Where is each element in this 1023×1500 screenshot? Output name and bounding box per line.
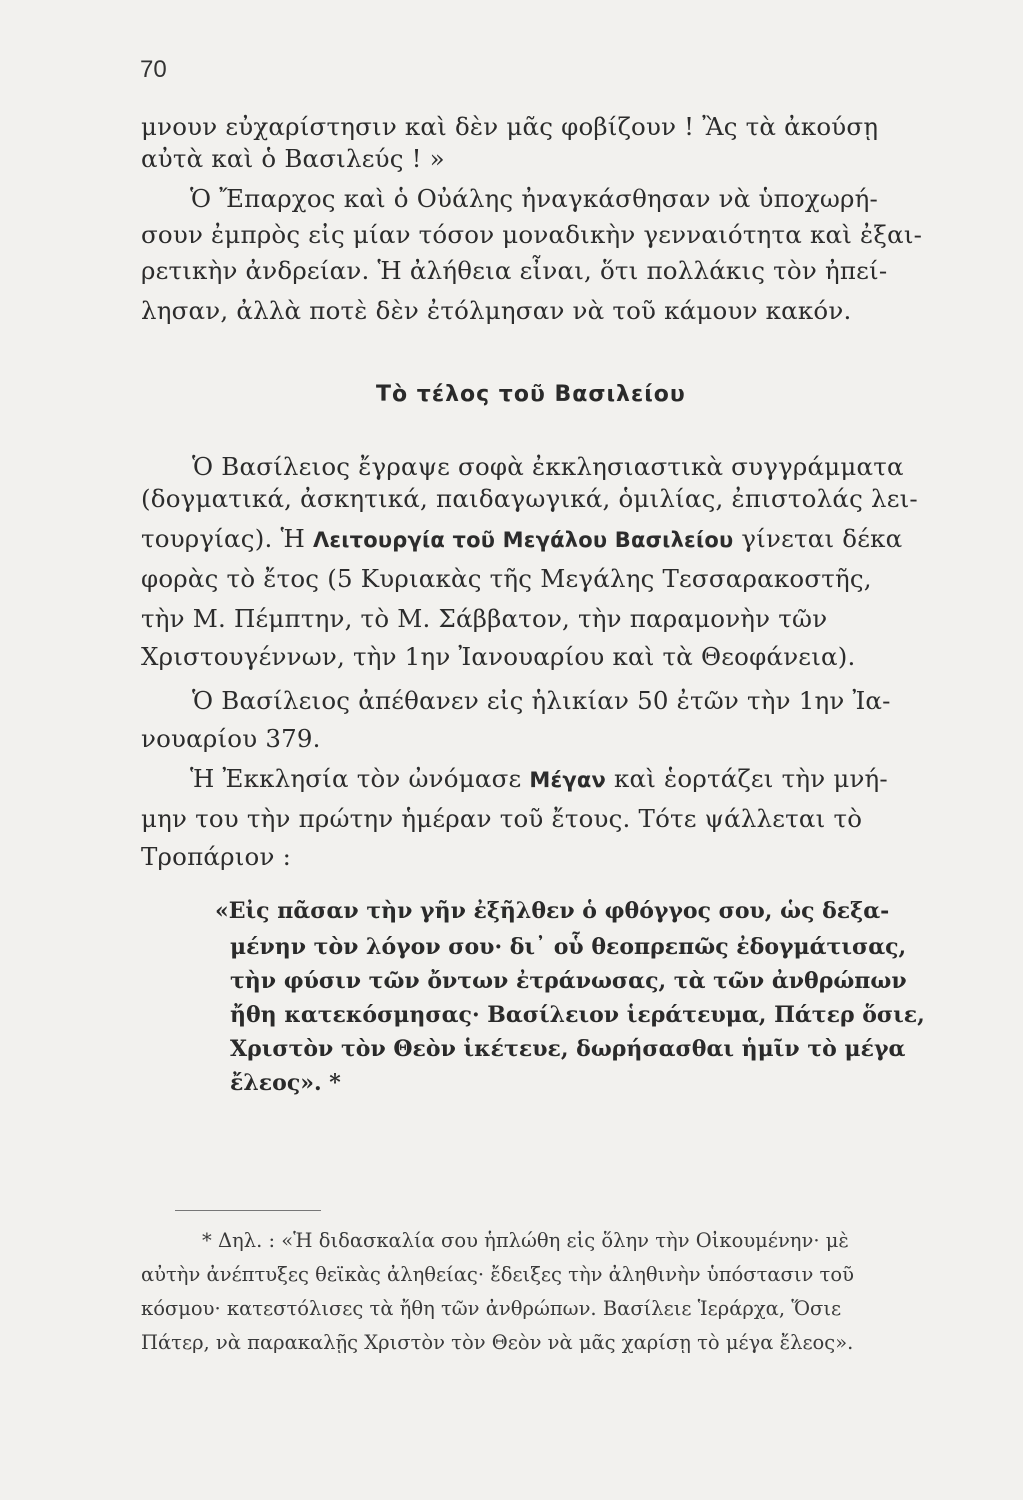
body-line: φορὰς τὸ ἔτος (5 Κυριακὰς τῆς Μεγάλης Τεσσαρακοστῆς, xyxy=(141,564,872,593)
footnote-divider xyxy=(175,1210,321,1211)
body-line: σουν ἐμπρὸς εἰς μίαν τόσον μοναδικὴν γενναιότητα καὶ ἐξαι- xyxy=(141,220,923,249)
body-line: νουαρίου 379. xyxy=(141,724,321,753)
page-number: 70 xyxy=(140,56,167,83)
footnote-line: * Δηλ. : «Ἡ διδασκαλία σου ἡπλώθη εἰς ὅλην τὴν Οἰκουμένην· μὲ xyxy=(202,1229,849,1252)
text-run: Ἡ Ἐκκλησία τὸν ὠνόμασε xyxy=(190,764,530,793)
text-run: καὶ ἑορτάζει τὴν μνή- xyxy=(606,764,888,793)
body-line: λησαν, ἀλλὰ ποτὲ δὲν ἐτόλμησαν νὰ τοῦ κάμουν κακόν. xyxy=(141,296,852,325)
body-line: (δογματικά, ἀσκητικά, παιδαγωγικά, ὁμιλίας, ἐπιστολάς λει- xyxy=(141,484,918,513)
troparion-line: μένην τὸν λόγον σου· δι᾽ οὗ θεοπρεπῶς ἐδογμάτισας, xyxy=(230,934,907,960)
body-line: τὴν Μ. Πέμπτην, τὸ Μ. Σάββατον, τὴν παραμονὴν τῶν xyxy=(141,604,828,633)
body-line: μνουν εὐχαρίστησιν καὶ δὲν μᾶς φοβίζουν ! Ἂς τὰ ἀκούσῃ xyxy=(141,112,879,141)
body-line: Ὁ Βασίλειος ἀπέθανεν εἰς ἡλικίαν 50 ἐτῶν τὴν 1ην Ἰα- xyxy=(192,686,891,715)
troparion-line: «Εἰς πᾶσαν τὴν γῆν ἐξῆλθεν ὁ φθόγγος σου, ὡς δεξα- xyxy=(215,898,890,924)
troparion-line: ἤθη κατεκόσμησας· Βασίλειον ἱεράτευμα, Πάτερ ὅσιε, xyxy=(230,1002,925,1028)
troparion-line: Χριστὸν τὸν Θεὸν ἱκέτευε, δωρήσασθαι ἡμῖν τὸ μέγα xyxy=(230,1036,906,1062)
body-line: ρετικὴν ἀνδρείαν. Ἡ ἀλήθεια εἶναι, ὅτι πολλάκις τὸν ἠπεί- xyxy=(141,256,888,285)
body-line xyxy=(141,524,961,555)
body-line: Χριστουγέννων, τὴν 1ην Ἰανουαρίου καὶ τὰ Θεοφάνεια). xyxy=(141,642,856,671)
body-line: Τροπάριον : xyxy=(141,842,292,871)
body-line: Ὁ Ἔπαρχος καὶ ὁ Οὐάλης ἠναγκάσθησαν νὰ ὑποχωρή- xyxy=(190,184,879,213)
body-line: μην του τὴν πρώτην ἡμέραν τοῦ ἔτους. Τότε ψάλλεται τὸ xyxy=(141,804,863,833)
footnote-line: κόσμου· κατεστόλισες τὰ ἤθη τῶν ἀνθρώπων. Βασίλειε Ἱεράρχα, Ὅσιε xyxy=(141,1297,842,1320)
troparion-line: ἔλεος». * xyxy=(230,1070,341,1096)
body-line: αὐτὰ καὶ ὁ Βασιλεύς ! » xyxy=(141,144,445,173)
text-run: τουργίας). Ἡ xyxy=(141,524,313,553)
body-line: Ὁ Βασίλειος ἔγραψε σοφὰ ἐκκλησιαστικὰ συγγράμματα xyxy=(192,452,904,481)
section-heading: Τὸ τέλος τοῦ Βασιλείου xyxy=(376,382,686,407)
footnote-line: αὐτὴν ἀνέπτυξες θεϊκὰς ἀληθείας· ἔδειξες τὴν ἀληθινὴν ὑπόστασιν τοῦ xyxy=(141,1263,854,1286)
emphasis-megan: Μέγαν xyxy=(529,768,606,792)
text-run: γίνεται δέκα xyxy=(733,524,903,553)
body-line xyxy=(190,764,1010,795)
emphasis-liturgy: Λειτουργία τοῦ Μεγάλου Βασιλείου xyxy=(312,528,734,552)
troparion-line: τὴν φύσιν τῶν ὄντων ἐτράνωσας, τὰ τῶν ἀνθρώπων xyxy=(230,968,907,994)
footnote-line: Πάτερ, νὰ παρακαλῇς Χριστὸν τὸν Θεὸν νὰ μᾶς χαρίσῃ τὸ μέγα ἔλεος». xyxy=(141,1331,854,1354)
